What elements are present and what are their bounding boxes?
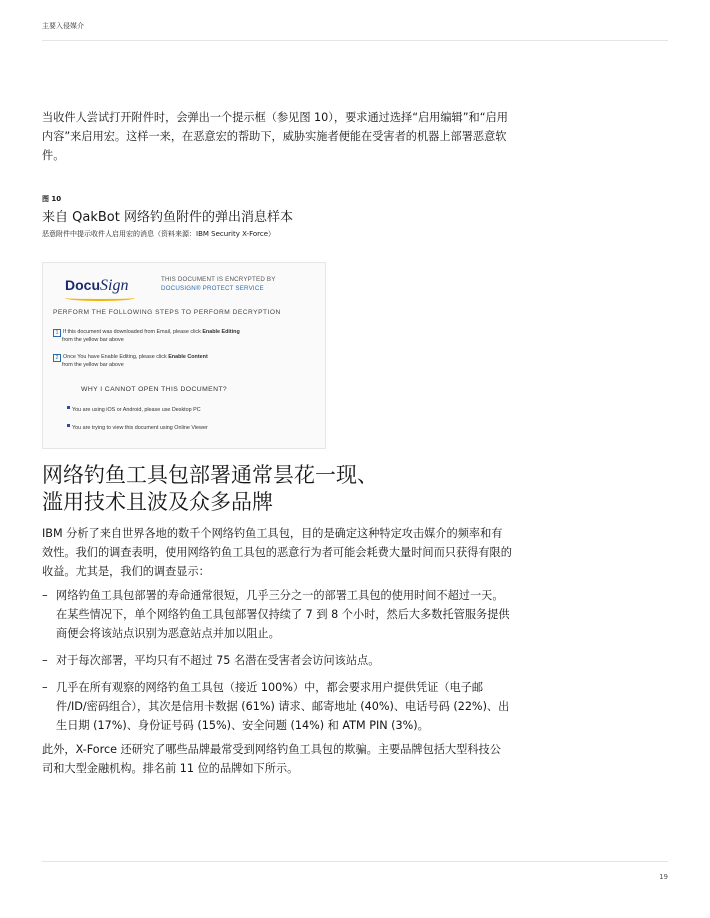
section-heading: 网络钓鱼工具包部署通常昙花一现、 滥用技术且波及众多品牌: [42, 463, 378, 514]
step-1-number: 1: [53, 329, 61, 337]
list-item: – 网络钓鱼工具包部署的寿命通常很短，几乎三分之一的部署工具包的使用时间不超过一天。在某些情况下，单个网络钓鱼工具包部署仅持续了 7 到 8 个小时，然后大多数托管服务提供商便会将该站点识别为恶意站点并加以阻止。: [42, 589, 510, 640]
header-divider: [42, 40, 668, 41]
step-1: 1 If this document was downloaded from Email, please click Enable Editing from the yellow bar above: [53, 329, 240, 344]
why-heading: WHY I CANNOT OPEN THIS DOCUMENT?: [81, 386, 228, 393]
encrypted-notice-line1: THIS DOCUMENT IS ENCRYPTED BY: [161, 276, 276, 283]
step-2-number: 2: [53, 354, 61, 362]
list-item: – 对于每次部署，平均只有不超过 75 名潜在受害者会访问该站点。: [42, 654, 380, 667]
footer-divider: [42, 861, 668, 862]
docusign-logo: DocuSign: [65, 277, 128, 295]
reason-bullet-1: You are using iOS or Android, please use Desktop PC: [67, 407, 201, 413]
section-paragraph-2: 此外，X-Force 还研究了哪些品牌最常受到网络钓鱼工具包的欺骗。主要品牌包括大型科技公司和大型金融机构。排名前 11 位的品牌如下所示。: [42, 743, 501, 775]
reason-bullet-2: You are trying to view this document using Online Viewer: [67, 425, 208, 431]
intro-paragraph: 当收件人尝试打开附件时，会弹出一个提示框（参见图 10），要求通过选择“启用编辑”和“启用内容”来启用宏。这样一来，在恶意宏的帮助下，威胁实施者便能在受害者的机器上部署恶意软件。: [42, 111, 508, 162]
step-2: 2 Once You have Enable Editing, please click Enable Content from the yellow bar above: [53, 354, 208, 369]
section-paragraph-1: IBM 分析了来自世界各地的数千个网络钓鱼工具包，目的是确定这种特定攻击媒介的频率和有效性。我们的调查表明，使用网络钓鱼工具包的恶意行为者可能会耗费大量时间而只获得有限的收益。尤其是，我们的调查显示：: [42, 527, 512, 578]
list-item: – 几乎在所有观察的网络钓鱼工具包（接近 100%）中，都会要求用户提供凭证（电子邮件/ID/密码组合），其次是信用卡数据 (61%) 请求、邮寄地址 (40%)、电话号码 (22%)、出生日期 (17%)、身份证号码 (15%)、安全问题 (14%) 和 ATM PIN (3%)。: [42, 681, 510, 732]
page-number: 19: [659, 873, 668, 881]
figure-caption: 恶意附件中提示收件人启用宏的消息（资料来源：IBM Security X-Force）: [42, 230, 276, 238]
running-header: 主要入侵媒介: [42, 22, 84, 30]
encrypted-notice-line2: DOCUSIGN® PROTECT SERVICE: [161, 285, 264, 292]
docusign-popup-screenshot: [42, 262, 326, 449]
figure-number: 图 10: [42, 195, 62, 203]
steps-heading: PERFORM THE FOLLOWING STEPS TO PERFORM DECRYPTION: [53, 309, 281, 316]
figure-title: 来自 QakBot 网络钓鱼附件的弹出消息样本: [42, 210, 293, 225]
